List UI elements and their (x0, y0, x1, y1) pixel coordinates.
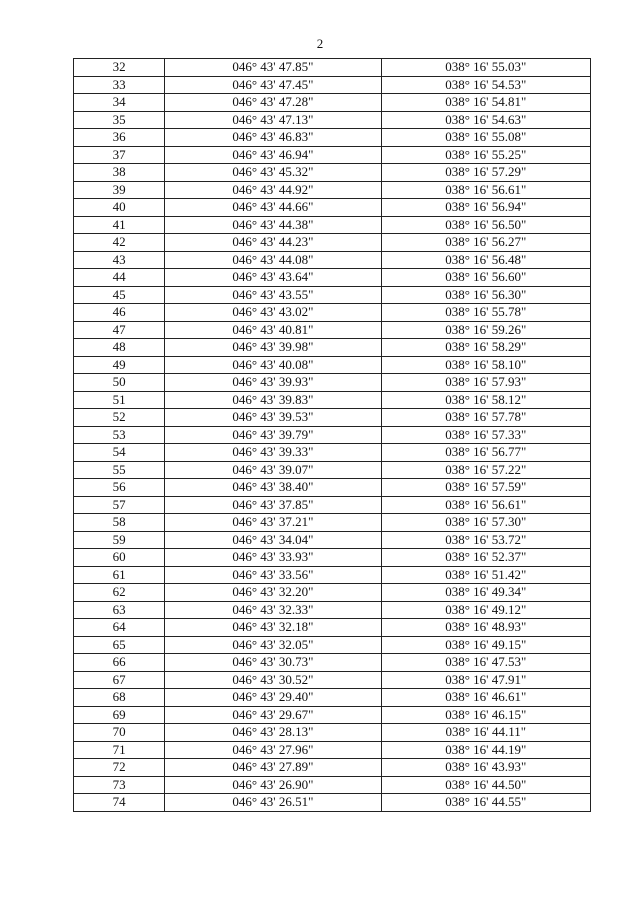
point-number-cell: 39 (74, 181, 165, 199)
longitude-cell: 046° 43' 39.83" (165, 391, 381, 409)
point-number-cell: 54 (74, 444, 165, 462)
table-row (74, 426, 591, 444)
latitude-cell: 038° 16' 49.15" (381, 636, 590, 654)
point-number-cell: 67 (74, 671, 165, 689)
latitude-cell: 038° 16' 49.34" (381, 584, 590, 602)
latitude-cell: 038° 16' 43.93" (381, 759, 590, 777)
longitude-cell: 046° 43' 44.92" (165, 181, 381, 199)
table-row (74, 689, 591, 707)
latitude-cell: 038° 16' 56.61" (381, 496, 590, 514)
longitude-cell: 046° 43' 32.20" (165, 584, 381, 602)
point-number-cell: 73 (74, 776, 165, 794)
latitude-cell: 038° 16' 56.60" (381, 269, 590, 287)
latitude-cell: 038° 16' 54.53" (381, 76, 590, 94)
point-number-cell: 37 (74, 146, 165, 164)
table-row (74, 619, 591, 637)
latitude-cell: 038° 16' 57.78" (381, 409, 590, 427)
point-number-cell: 38 (74, 164, 165, 182)
latitude-cell: 038° 16' 57.30" (381, 514, 590, 532)
page-number: 2 (316, 36, 324, 51)
longitude-cell: 046° 43' 43.55" (165, 286, 381, 304)
longitude-cell: 046° 43' 38.40" (165, 479, 381, 497)
table-row (74, 776, 591, 794)
longitude-cell: 046° 43' 45.32" (165, 164, 381, 182)
point-number-cell: 60 (74, 549, 165, 567)
latitude-cell: 038° 16' 55.03" (381, 59, 590, 77)
longitude-cell: 046° 43' 39.33" (165, 444, 381, 462)
table-row (74, 339, 591, 357)
latitude-cell: 038° 16' 46.15" (381, 706, 590, 724)
latitude-cell: 038° 16' 52.37" (381, 549, 590, 567)
point-number-cell: 40 (74, 199, 165, 217)
longitude-cell: 046° 43' 34.04" (165, 531, 381, 549)
table-row (74, 129, 591, 147)
point-number-cell: 59 (74, 531, 165, 549)
latitude-cell: 038° 16' 56.61" (381, 181, 590, 199)
longitude-cell: 046° 43' 47.45" (165, 76, 381, 94)
table-row (74, 409, 591, 427)
point-number-cell: 56 (74, 479, 165, 497)
longitude-cell: 046° 43' 44.66" (165, 199, 381, 217)
point-number-cell: 47 (74, 321, 165, 339)
latitude-cell: 038° 16' 56.50" (381, 216, 590, 234)
table-row (74, 111, 591, 129)
longitude-cell: 046° 43' 32.18" (165, 619, 381, 637)
table-row (74, 286, 591, 304)
latitude-cell: 038° 16' 47.91" (381, 671, 590, 689)
latitude-cell: 038° 16' 56.94" (381, 199, 590, 217)
longitude-cell: 046° 43' 44.23" (165, 234, 381, 252)
longitude-cell: 046° 43' 26.90" (165, 776, 381, 794)
table-row (74, 601, 591, 619)
point-number-cell: 63 (74, 601, 165, 619)
point-number-cell: 62 (74, 584, 165, 602)
table-row (74, 356, 591, 374)
longitude-cell: 046° 43' 32.33" (165, 601, 381, 619)
longitude-cell: 046° 43' 29.40" (165, 689, 381, 707)
latitude-cell: 038° 16' 58.10" (381, 356, 590, 374)
point-number-cell: 50 (74, 374, 165, 392)
point-number-cell: 65 (74, 636, 165, 654)
point-number-cell: 70 (74, 724, 165, 742)
latitude-cell: 038° 16' 57.33" (381, 426, 590, 444)
point-number-cell: 43 (74, 251, 165, 269)
longitude-cell: 046° 43' 43.02" (165, 304, 381, 322)
latitude-cell: 038° 16' 57.93" (381, 374, 590, 392)
point-number-cell: 35 (74, 111, 165, 129)
latitude-cell: 038° 16' 58.29" (381, 339, 590, 357)
latitude-cell: 038° 16' 48.93" (381, 619, 590, 637)
longitude-cell: 046° 43' 37.21" (165, 514, 381, 532)
table-row (74, 391, 591, 409)
table-row (74, 741, 591, 759)
table-row (74, 59, 591, 77)
point-number-cell: 55 (74, 461, 165, 479)
table-row (74, 549, 591, 567)
table-row (74, 251, 591, 269)
latitude-cell: 038° 16' 47.53" (381, 654, 590, 672)
point-number-cell: 74 (74, 794, 165, 812)
longitude-cell: 046° 43' 39.98" (165, 339, 381, 357)
longitude-cell: 046° 43' 27.96" (165, 741, 381, 759)
point-number-cell: 66 (74, 654, 165, 672)
table-row (74, 794, 591, 812)
table-row (74, 461, 591, 479)
longitude-cell: 046° 43' 28.13" (165, 724, 381, 742)
longitude-cell: 046° 43' 44.38" (165, 216, 381, 234)
table-row (74, 374, 591, 392)
point-number-cell: 46 (74, 304, 165, 322)
longitude-cell: 046° 43' 37.85" (165, 496, 381, 514)
point-number-cell: 53 (74, 426, 165, 444)
longitude-cell: 046° 43' 26.51" (165, 794, 381, 812)
point-number-cell: 64 (74, 619, 165, 637)
latitude-cell: 038° 16' 44.55" (381, 794, 590, 812)
table-row (74, 181, 591, 199)
latitude-cell: 038° 16' 57.29" (381, 164, 590, 182)
latitude-cell: 038° 16' 56.27" (381, 234, 590, 252)
table-row (74, 321, 591, 339)
point-number-cell: 36 (74, 129, 165, 147)
longitude-cell: 046° 43' 33.56" (165, 566, 381, 584)
coordinates-table (73, 58, 591, 812)
table-row (74, 636, 591, 654)
table-row (74, 216, 591, 234)
latitude-cell: 038° 16' 44.19" (381, 741, 590, 759)
point-number-cell: 48 (74, 339, 165, 357)
point-number-cell: 68 (74, 689, 165, 707)
table-row (74, 234, 591, 252)
longitude-cell: 046° 43' 46.83" (165, 129, 381, 147)
longitude-cell: 046° 43' 27.89" (165, 759, 381, 777)
table-row (74, 566, 591, 584)
longitude-cell: 046° 43' 47.13" (165, 111, 381, 129)
coordinates-table-body (74, 59, 591, 812)
latitude-cell: 038° 16' 57.59" (381, 479, 590, 497)
point-number-cell: 32 (74, 59, 165, 77)
point-number-cell: 51 (74, 391, 165, 409)
longitude-cell: 046° 43' 32.05" (165, 636, 381, 654)
table-row (74, 444, 591, 462)
point-number-cell: 42 (74, 234, 165, 252)
table-row (74, 269, 591, 287)
latitude-cell: 038° 16' 51.42" (381, 566, 590, 584)
latitude-cell: 038° 16' 59.26" (381, 321, 590, 339)
latitude-cell: 038° 16' 53.72" (381, 531, 590, 549)
point-number-cell: 49 (74, 356, 165, 374)
point-number-cell: 61 (74, 566, 165, 584)
table-row (74, 496, 591, 514)
table-row (74, 304, 591, 322)
longitude-cell: 046° 43' 46.94" (165, 146, 381, 164)
latitude-cell: 038° 16' 55.08" (381, 129, 590, 147)
table-row (74, 164, 591, 182)
latitude-cell: 038° 16' 44.50" (381, 776, 590, 794)
longitude-cell: 046° 43' 33.93" (165, 549, 381, 567)
point-number-cell: 71 (74, 741, 165, 759)
table-row (74, 706, 591, 724)
latitude-cell: 038° 16' 54.81" (381, 94, 590, 112)
latitude-cell: 038° 16' 56.48" (381, 251, 590, 269)
table-row (74, 199, 591, 217)
latitude-cell: 038° 16' 56.30" (381, 286, 590, 304)
point-number-cell: 33 (74, 76, 165, 94)
latitude-cell: 038° 16' 55.25" (381, 146, 590, 164)
longitude-cell: 046° 43' 39.07" (165, 461, 381, 479)
longitude-cell: 046° 43' 29.67" (165, 706, 381, 724)
latitude-cell: 038° 16' 44.11" (381, 724, 590, 742)
point-number-cell: 72 (74, 759, 165, 777)
table-row (74, 724, 591, 742)
table-row (74, 654, 591, 672)
point-number-cell: 57 (74, 496, 165, 514)
table-row (74, 759, 591, 777)
point-number-cell: 58 (74, 514, 165, 532)
longitude-cell: 046° 43' 30.52" (165, 671, 381, 689)
table-row (74, 94, 591, 112)
table-row (74, 671, 591, 689)
point-number-cell: 69 (74, 706, 165, 724)
point-number-cell: 45 (74, 286, 165, 304)
latitude-cell: 038° 16' 57.22" (381, 461, 590, 479)
point-number-cell: 52 (74, 409, 165, 427)
longitude-cell: 046° 43' 40.81" (165, 321, 381, 339)
point-number-cell: 34 (74, 94, 165, 112)
longitude-cell: 046° 43' 43.64" (165, 269, 381, 287)
longitude-cell: 046° 43' 39.53" (165, 409, 381, 427)
table-row (74, 76, 591, 94)
longitude-cell: 046° 43' 47.85" (165, 59, 381, 77)
table-row (74, 146, 591, 164)
latitude-cell: 038° 16' 58.12" (381, 391, 590, 409)
table-row (74, 584, 591, 602)
longitude-cell: 046° 43' 39.79" (165, 426, 381, 444)
table-row (74, 531, 591, 549)
point-number-cell: 41 (74, 216, 165, 234)
longitude-cell: 046° 43' 40.08" (165, 356, 381, 374)
latitude-cell: 038° 16' 56.77" (381, 444, 590, 462)
table-row (74, 514, 591, 532)
latitude-cell: 038° 16' 54.63" (381, 111, 590, 129)
table-row (74, 479, 591, 497)
longitude-cell: 046° 43' 39.93" (165, 374, 381, 392)
longitude-cell: 046° 43' 47.28" (165, 94, 381, 112)
longitude-cell: 046° 43' 30.73" (165, 654, 381, 672)
latitude-cell: 038° 16' 55.78" (381, 304, 590, 322)
latitude-cell: 038° 16' 46.61" (381, 689, 590, 707)
latitude-cell: 038° 16' 49.12" (381, 601, 590, 619)
point-number-cell: 44 (74, 269, 165, 287)
longitude-cell: 046° 43' 44.08" (165, 251, 381, 269)
